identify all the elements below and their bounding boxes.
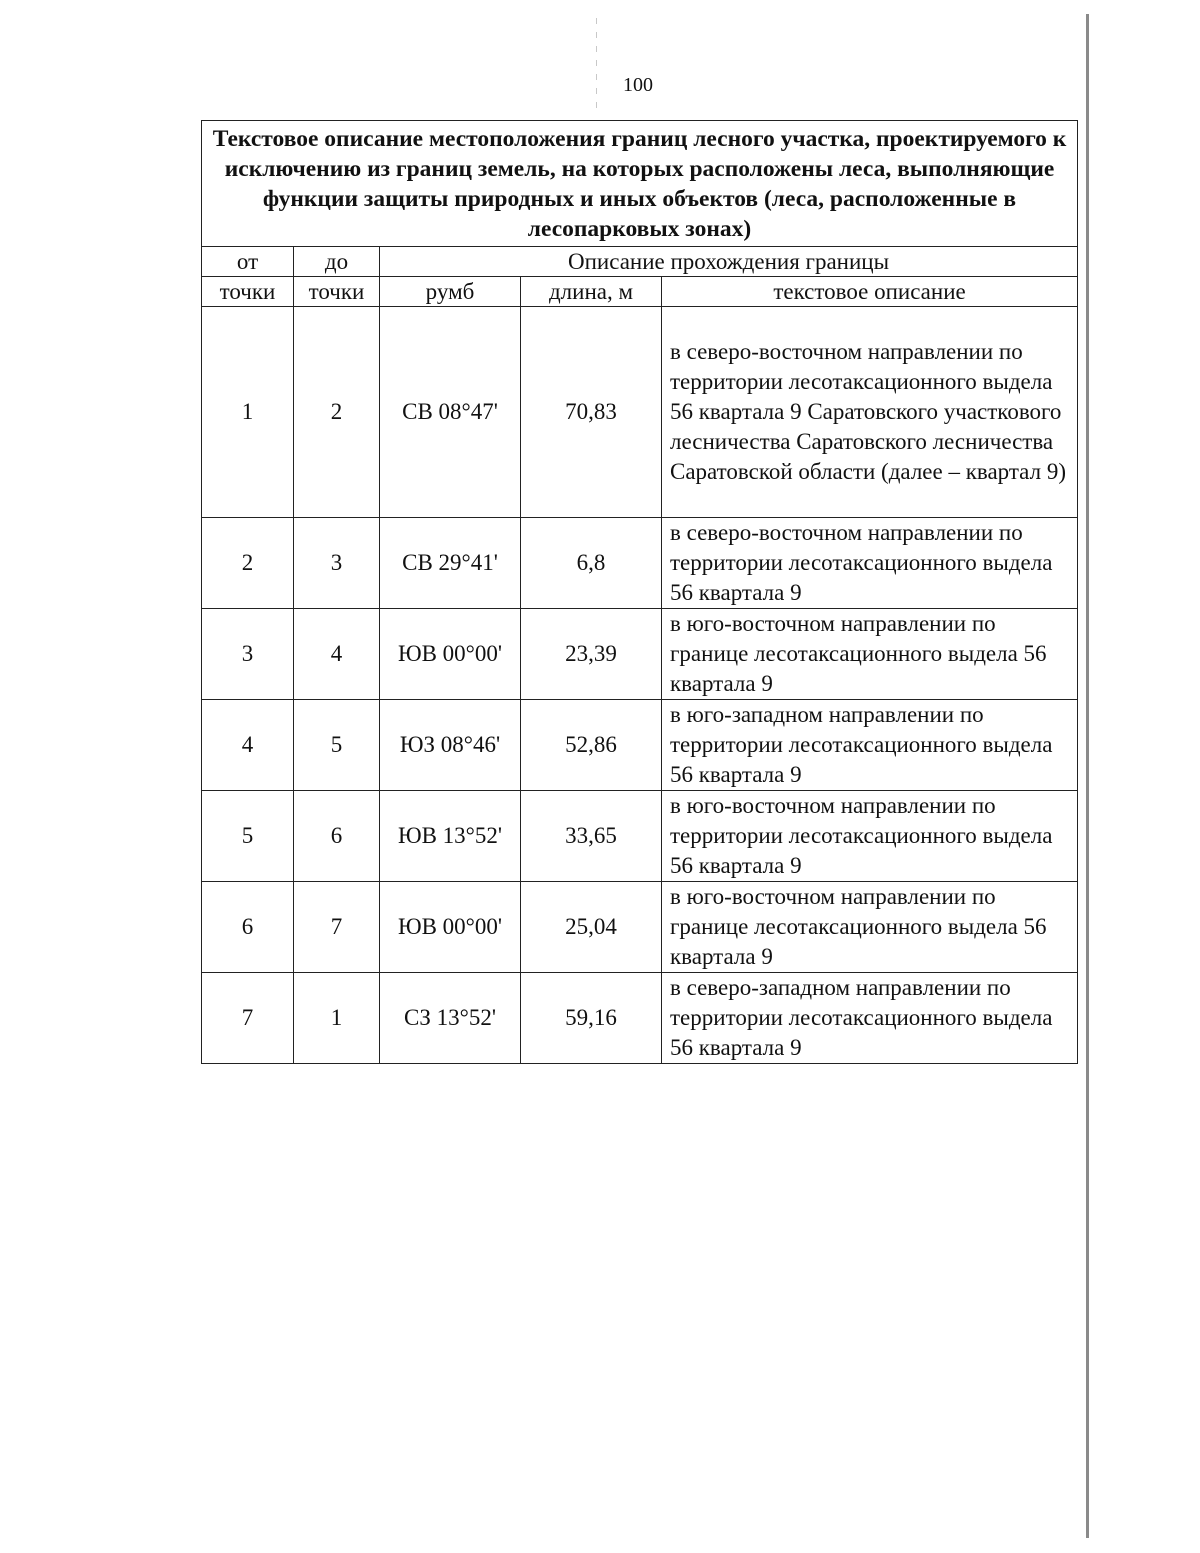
- cell-to-point: 3: [294, 518, 380, 609]
- header-length: длина, м: [521, 277, 662, 307]
- cell-to-point: 4: [294, 609, 380, 700]
- cell-bearing: ЮВ 00°00': [380, 609, 521, 700]
- cell-description: в северо-восточном направлении по территории лесотаксационного выдела 56 квартала 9 Саратовского участкового лесничества Саратовского лесничества Саратовской области (далее – квартал 9): [662, 307, 1078, 518]
- cell-length: 23,39: [521, 609, 662, 700]
- cell-from-point: 7: [202, 973, 294, 1064]
- cell-description: в северо-западном направлении по территории лесотаксационного выдела 56 квартала 9: [662, 973, 1078, 1064]
- table-title: Текстовое описание местоположения границ лесного участка, проектируемого к исключению из границ земель, на которых расположены леса, выполняющие функции защиты природных и иных объектов (леса, расположенные в лесопарковых зонах): [202, 121, 1078, 247]
- cell-to-point: 2: [294, 307, 380, 518]
- table-title-row: [202, 121, 1078, 247]
- header-boundary-description-group: Описание прохождения границы: [380, 247, 1078, 277]
- header-to-line1: до: [294, 247, 380, 277]
- cell-length: 33,65: [521, 791, 662, 882]
- table-row: [202, 518, 1078, 609]
- cell-from-point: 4: [202, 700, 294, 791]
- cell-to-point: 1: [294, 973, 380, 1064]
- cell-bearing: СВ 08°47': [380, 307, 521, 518]
- cell-to-point: 5: [294, 700, 380, 791]
- table-row: [202, 791, 1078, 882]
- cell-length: 59,16: [521, 973, 662, 1064]
- header-bearing: румб: [380, 277, 521, 307]
- header-from-line2: точки: [202, 277, 294, 307]
- header-from-line1: от: [202, 247, 294, 277]
- cell-to-point: 7: [294, 882, 380, 973]
- cell-length: 70,83: [521, 307, 662, 518]
- header-row-1: [202, 247, 1078, 277]
- header-text-description: текстовое описание: [662, 277, 1078, 307]
- cell-from-point: 6: [202, 882, 294, 973]
- cell-length: 52,86: [521, 700, 662, 791]
- cell-bearing: ЮЗ 08°46': [380, 700, 521, 791]
- header-to-line2: точки: [294, 277, 380, 307]
- cell-to-point: 6: [294, 791, 380, 882]
- cell-description: в юго-восточном направлении по территории лесотаксационного выдела 56 квартала 9: [662, 791, 1078, 882]
- cell-from-point: 5: [202, 791, 294, 882]
- table-row: [202, 973, 1078, 1064]
- cell-length: 25,04: [521, 882, 662, 973]
- cell-from-point: 2: [202, 518, 294, 609]
- cell-description: в северо-восточном направлении по территории лесотаксационного выдела 56 квартала 9: [662, 518, 1078, 609]
- cell-description: в юго-западном направлении по территории лесотаксационного выдела 56 квартала 9: [662, 700, 1078, 791]
- cell-from-point: 1: [202, 307, 294, 518]
- cell-length: 6,8: [521, 518, 662, 609]
- page-number: 100: [623, 74, 653, 96]
- table-row: [202, 609, 1078, 700]
- cell-description: в юго-восточном направлении по границе лесотаксационного выдела 56 квартала 9: [662, 609, 1078, 700]
- cell-bearing: ЮВ 13°52': [380, 791, 521, 882]
- boundary-description-table: [201, 120, 1078, 1064]
- cell-from-point: 3: [202, 609, 294, 700]
- cell-description: в юго-восточном направлении по границе лесотаксационного выдела 56 квартала 9: [662, 882, 1078, 973]
- table-row: [202, 307, 1078, 518]
- table-row: [202, 882, 1078, 973]
- cell-bearing: СЗ 13°52': [380, 973, 521, 1064]
- header-row-2: [202, 277, 1078, 307]
- cell-bearing: СВ 29°41': [380, 518, 521, 609]
- scan-fold-mark: [596, 18, 597, 108]
- cell-bearing: ЮВ 00°00': [380, 882, 521, 973]
- scan-edge-line: [1086, 14, 1089, 1538]
- table-row: [202, 700, 1078, 791]
